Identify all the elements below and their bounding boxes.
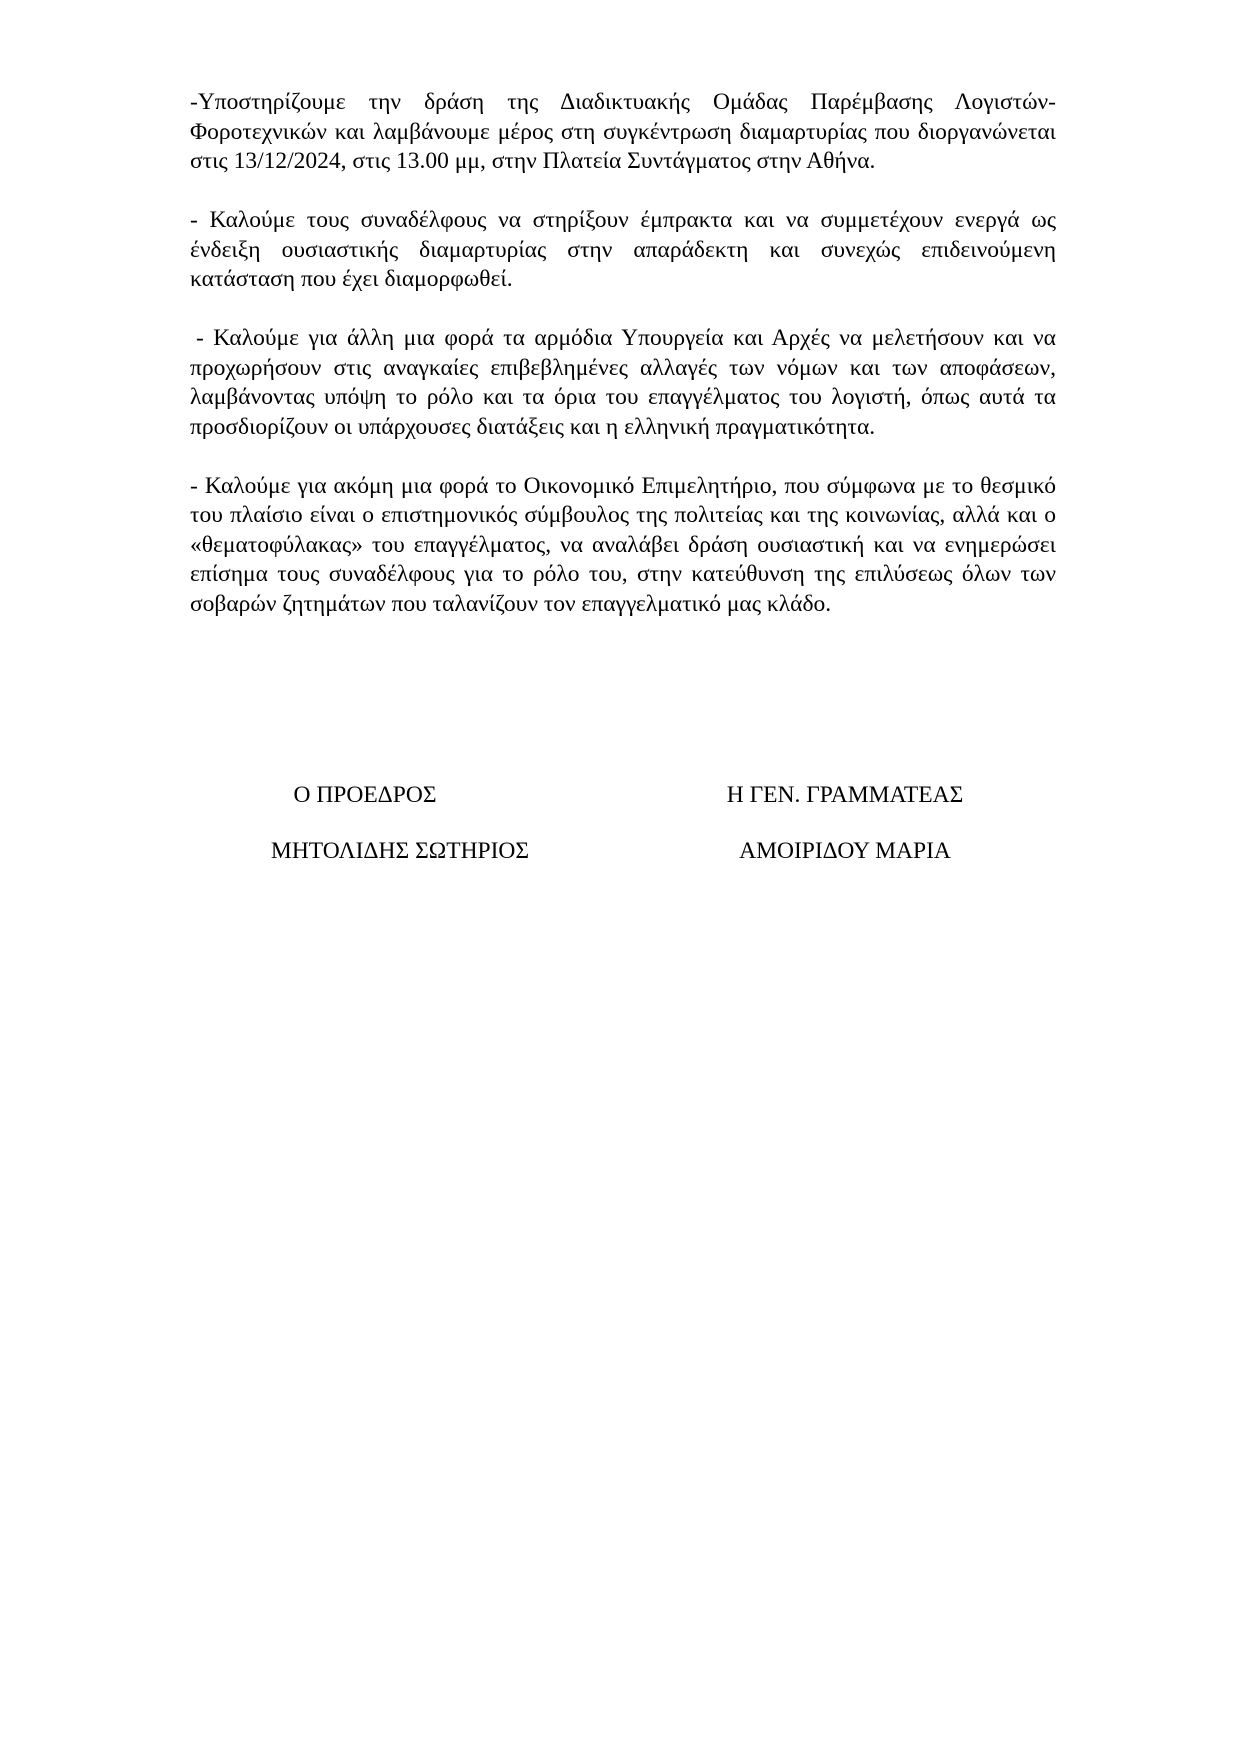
general-secretary-title: Η ΓΕΝ. ΓΡΑΜΜΑΤΕΑΣ <box>726 782 964 808</box>
paragraph-call-ministries: - Καλούμε για άλλη μια φορά τα αρμόδια Υπουργεία και Αρχές να μελετήσουν και να προχωρήσουν στις αναγκαίες επιβεβλημένες αλλαγές των νόμων και των αποφάσεων, λαμβάνοντας υπόψη το ρόλο και τα όρια του επαγγέλματος του λογιστή, όπως αυτά τα προσδιορίζουν οι υπάρχουσες διατάξεις και η ελληνική πραγματικότητα. <box>190 325 1056 440</box>
general-secretary-name: ΑΜΟΙΡΙΔΟΥ ΜΑΡΙΑ <box>739 838 951 864</box>
signature-president <box>230 780 550 866</box>
signature-section <box>190 780 1056 900</box>
paragraph-support-action: -Υποστηρίζουμε την δράση της Διαδικτυακής Ομάδας Παρέμβασης Λογιστών-Φοροτεχνικών και λαμβάνουμε μέρος στη συγκέντρωση διαμαρτυρίας που διοργανώνεται στις 13/12/2024, στις 13.00 μμ, στην Πλατεία Συντάγματος στην Αθήνα. <box>190 89 1056 174</box>
paragraph-call-colleagues: - Καλούμε τους συναδέλφους να στηρίξουν έμπρακτα και να συμμετέχουν ενεργά ως ένδειξη ουσιαστικής διαμαρτυρίας στην απαράδεκτη και συνεχώς επιδεινούμενη κατάσταση που έχει διαμορφωθεί. <box>190 207 1056 292</box>
document-body <box>190 88 1056 649</box>
president-name: ΜΗΤΟΛΙΔΗΣ ΣΩΤΗΡΙΟΣ <box>270 838 530 864</box>
paragraph-call-chamber: - Καλούμε για ακόμη μια φορά το Οικονομικό Επιμελητήριο, που σύμφωνα με το θεσμικό του πλαίσιο είναι ο επιστημονικός σύμβουλος της πολιτείας και της κοινωνίας, αλλά και ο «θεματοφύλακας» του επαγγέλματος, να αναλάβει δράση ουσιαστική και να ενημερώσει επίσημα τους συναδέλφους για το ρόλο του, στην κατεύθυνση της επιλύσεως όλων των σοβαρών ζητημάτων που ταλανίζουν τον επαγγελματικό μας κλάδο. <box>190 472 1056 617</box>
signature-general-secretary <box>670 780 1020 866</box>
president-title: Ο ΠΡΟΕΔΡΟΣ <box>293 782 437 808</box>
